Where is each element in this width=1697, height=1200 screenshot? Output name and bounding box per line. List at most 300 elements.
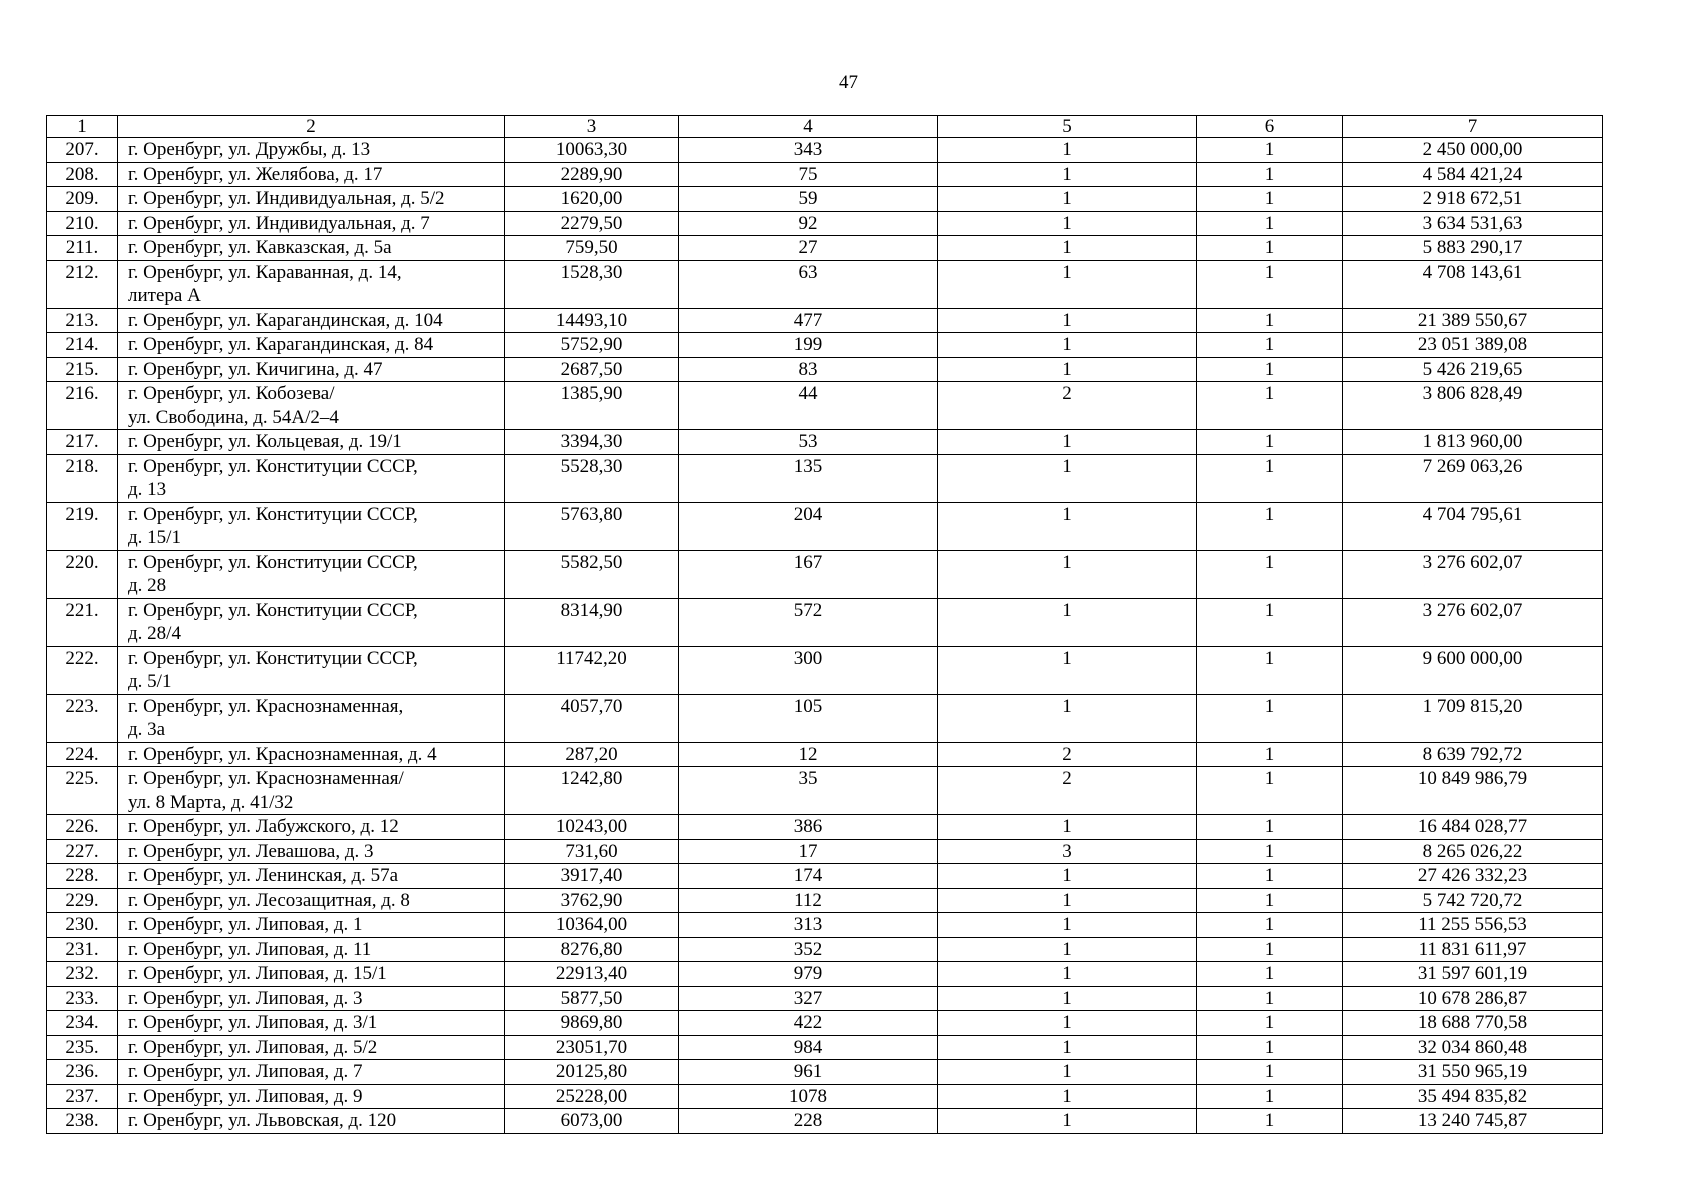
cost-cell: 27 426 332,23	[1343, 864, 1603, 889]
area-cell: 759,50	[505, 236, 679, 261]
table-row	[47, 815, 1603, 840]
cost-cell: 16 484 028,77	[1343, 815, 1603, 840]
cost-cell: 1 709 815,20	[1343, 694, 1603, 742]
col5-cell: 1	[938, 986, 1197, 1011]
col5-cell: 1	[938, 646, 1197, 694]
col5-cell: 1	[938, 162, 1197, 187]
address-line: г. Оренбург, ул. Левашова, д. 3	[128, 840, 374, 862]
row-number-cell: 215.	[47, 357, 118, 382]
table-row	[47, 236, 1603, 261]
col6-cell: 1	[1197, 767, 1343, 815]
address-cell	[118, 187, 505, 212]
table-row	[47, 888, 1603, 913]
row-number-cell: 230.	[47, 913, 118, 938]
address-line: д. 28	[128, 575, 167, 596]
header-cell-3: 3	[505, 116, 679, 138]
col5-cell: 1	[938, 962, 1197, 987]
header-cell-6: 6	[1197, 116, 1343, 138]
address-cell	[118, 913, 505, 938]
row-number-cell: 208.	[47, 162, 118, 187]
area-cell: 5582,50	[505, 550, 679, 598]
area-cell: 287,20	[505, 742, 679, 767]
col6-cell: 1	[1197, 742, 1343, 767]
col6-cell: 1	[1197, 454, 1343, 502]
address-line: г. Оренбург, ул. Липовая, д. 3	[128, 987, 363, 1009]
col5-cell: 1	[938, 333, 1197, 358]
area-cell: 25228,00	[505, 1084, 679, 1109]
address-line: д. 3а	[128, 719, 166, 740]
col6-cell: 1	[1197, 187, 1343, 212]
col6-cell: 1	[1197, 986, 1343, 1011]
address-line: г. Оренбург, ул. Липовая, д. 1	[128, 914, 363, 935]
residents-cell: 167	[679, 550, 938, 598]
cost-cell: 4 704 795,61	[1343, 502, 1603, 550]
residents-cell: 984	[679, 1035, 938, 1060]
address-line: г. Оренбург, ул. Индивидуальная, д. 5/2	[128, 188, 445, 209]
col5-cell: 1	[938, 1060, 1197, 1085]
col6-cell: 1	[1197, 888, 1343, 913]
col5-cell: 1	[938, 138, 1197, 163]
address-cell	[118, 694, 505, 742]
col6-cell: 1	[1197, 333, 1343, 358]
col6-cell: 1	[1197, 1060, 1343, 1085]
address-line: г. Оренбург, ул. Кичигина, д. 47	[128, 358, 383, 380]
col5-cell: 1	[938, 308, 1197, 333]
area-cell: 8314,90	[505, 598, 679, 646]
col6-cell: 1	[1197, 937, 1343, 962]
col5-cell: 1	[938, 260, 1197, 308]
address-cell	[118, 382, 505, 430]
address-cell	[118, 1084, 505, 1109]
residents-cell: 572	[679, 598, 938, 646]
table-row	[47, 913, 1603, 938]
row-number-cell: 232.	[47, 962, 118, 987]
address-cell	[118, 864, 505, 889]
address-line: г. Оренбург, ул. Конституции СССР,	[128, 647, 418, 669]
address-cell	[118, 986, 505, 1011]
area-cell: 3394,30	[505, 430, 679, 455]
residents-cell: 961	[679, 1060, 938, 1085]
col5-cell: 1	[938, 815, 1197, 840]
col6-cell: 1	[1197, 308, 1343, 333]
cost-cell: 10 678 286,87	[1343, 986, 1603, 1011]
area-cell: 2289,90	[505, 162, 679, 187]
header-row	[47, 116, 1603, 138]
cost-cell: 8 265 026,22	[1343, 839, 1603, 864]
residents-cell: 53	[679, 430, 938, 455]
row-number-cell: 217.	[47, 430, 118, 455]
address-cell	[118, 502, 505, 550]
row-number-cell: 211.	[47, 236, 118, 261]
col6-cell: 1	[1197, 502, 1343, 550]
table-row	[47, 1035, 1603, 1060]
row-number-cell: 235.	[47, 1035, 118, 1060]
address-cell	[118, 430, 505, 455]
row-number-cell: 238.	[47, 1109, 118, 1134]
row-number-cell: 223.	[47, 694, 118, 742]
residents-cell: 343	[679, 138, 938, 163]
residents-cell: 204	[679, 502, 938, 550]
area-cell: 11742,20	[505, 646, 679, 694]
col6-cell: 1	[1197, 598, 1343, 646]
residents-cell: 477	[679, 308, 938, 333]
residents-cell: 105	[679, 694, 938, 742]
address-line: г. Оренбург, ул. Кавказская, д. 5а	[128, 237, 392, 258]
residents-cell: 112	[679, 888, 938, 913]
address-line: г. Оренбург, ул. Липовая, д. 11	[128, 938, 372, 960]
row-number-cell: 207.	[47, 138, 118, 163]
address-line: ул. 8 Марта, д. 41/32	[128, 791, 294, 813]
address-line: д. 15/1	[128, 527, 181, 548]
residents-cell: 386	[679, 815, 938, 840]
table-row	[47, 1060, 1603, 1085]
header-cell-1: 1	[47, 116, 118, 138]
row-number-cell: 226.	[47, 815, 118, 840]
area-cell: 22913,40	[505, 962, 679, 987]
address-line: г. Оренбург, ул. Дружбы, д. 13	[128, 139, 371, 160]
area-cell: 6073,00	[505, 1109, 679, 1134]
residents-cell: 135	[679, 454, 938, 502]
cost-cell: 8 639 792,72	[1343, 742, 1603, 767]
area-cell: 1242,80	[505, 767, 679, 815]
address-line: г. Оренбург, ул. Липовая, д. 15/1	[128, 963, 387, 984]
table-row	[47, 430, 1603, 455]
table-row	[47, 694, 1603, 742]
residents-cell: 327	[679, 986, 938, 1011]
address-cell	[118, 1011, 505, 1036]
col6-cell: 1	[1197, 864, 1343, 889]
table-row	[47, 1084, 1603, 1109]
col5-cell: 1	[938, 236, 1197, 261]
row-number-cell: 210.	[47, 211, 118, 236]
table-body	[47, 116, 1603, 1134]
table-row	[47, 454, 1603, 502]
cost-cell: 3 276 602,07	[1343, 550, 1603, 598]
col5-cell: 1	[938, 694, 1197, 742]
col6-cell: 1	[1197, 962, 1343, 987]
page-number: 47	[839, 72, 858, 93]
address-cell	[118, 454, 505, 502]
address-cell	[118, 1060, 505, 1085]
row-number-cell: 229.	[47, 888, 118, 913]
address-cell	[118, 962, 505, 987]
col5-cell: 3	[938, 839, 1197, 864]
area-cell: 3917,40	[505, 864, 679, 889]
row-number-cell: 221.	[47, 598, 118, 646]
residents-cell: 228	[679, 1109, 938, 1134]
address-line: г. Оренбург, ул. Карагандинская, д. 84	[128, 334, 434, 355]
table-row	[47, 839, 1603, 864]
table-row	[47, 308, 1603, 333]
header-cell-4: 4	[679, 116, 938, 138]
cost-cell: 11 831 611,97	[1343, 937, 1603, 962]
col5-cell: 1	[938, 598, 1197, 646]
area-cell: 1528,30	[505, 260, 679, 308]
col5-cell: 1	[938, 211, 1197, 236]
residents-cell: 63	[679, 260, 938, 308]
cost-cell: 2 918 672,51	[1343, 187, 1603, 212]
residents-cell: 422	[679, 1011, 938, 1036]
cost-cell: 32 034 860,48	[1343, 1035, 1603, 1060]
table-row	[47, 187, 1603, 212]
header-cell-7: 7	[1343, 116, 1603, 138]
residents-cell: 199	[679, 333, 938, 358]
residents-cell: 174	[679, 864, 938, 889]
row-number-cell: 224.	[47, 742, 118, 767]
cost-cell: 5 426 219,65	[1343, 357, 1603, 382]
table-row	[47, 598, 1603, 646]
address-line: г. Оренбург, ул. Карагандинская, д. 104	[128, 309, 443, 331]
address-line: г. Оренбург, ул. Конституции СССР,	[128, 503, 418, 525]
row-number-cell: 212.	[47, 260, 118, 308]
table-row	[47, 357, 1603, 382]
row-number-cell: 233.	[47, 986, 118, 1011]
row-number-cell: 213.	[47, 308, 118, 333]
col6-cell: 1	[1197, 550, 1343, 598]
cost-cell: 7 269 063,26	[1343, 454, 1603, 502]
table-row	[47, 138, 1603, 163]
cost-cell: 31 550 965,19	[1343, 1060, 1603, 1085]
area-cell: 5528,30	[505, 454, 679, 502]
area-cell: 731,60	[505, 839, 679, 864]
col6-cell: 1	[1197, 260, 1343, 308]
residents-cell: 979	[679, 962, 938, 987]
row-number-cell: 219.	[47, 502, 118, 550]
cost-cell: 4 708 143,61	[1343, 260, 1603, 308]
row-number-cell: 237.	[47, 1084, 118, 1109]
residents-cell: 44	[679, 382, 938, 430]
address-line: г. Оренбург, ул. Львовская, д. 120	[128, 1110, 397, 1131]
address-line: д. 28/4	[128, 623, 181, 644]
table-row	[47, 502, 1603, 550]
col6-cell: 1	[1197, 211, 1343, 236]
row-number-cell: 216.	[47, 382, 118, 430]
address-cell	[118, 888, 505, 913]
col6-cell: 1	[1197, 357, 1343, 382]
address-line: литера А	[128, 285, 201, 306]
table-row	[47, 937, 1603, 962]
address-line: г. Оренбург, ул. Липовая, д. 5/2	[128, 1036, 378, 1058]
col6-cell: 1	[1197, 694, 1343, 742]
address-cell	[118, 333, 505, 358]
address-cell	[118, 598, 505, 646]
col6-cell: 1	[1197, 236, 1343, 261]
col5-cell: 1	[938, 888, 1197, 913]
cost-cell: 21 389 550,67	[1343, 308, 1603, 333]
residents-cell: 1078	[679, 1084, 938, 1109]
row-number-cell: 228.	[47, 864, 118, 889]
row-number-cell: 220.	[47, 550, 118, 598]
address-line: г. Оренбург, ул. Краснознаменная,	[128, 695, 404, 717]
address-line: г. Оренбург, ул. Лабужского, д. 12	[128, 816, 399, 837]
table-row	[47, 333, 1603, 358]
address-line: г. Оренбург, ул. Конституции СССР,	[128, 551, 418, 573]
area-cell: 23051,70	[505, 1035, 679, 1060]
cost-cell: 23 051 389,08	[1343, 333, 1603, 358]
address-line: г. Оренбург, ул. Кольцевая, д. 19/1	[128, 431, 402, 452]
address-cell	[118, 357, 505, 382]
registry-table	[46, 115, 1603, 1134]
table-row	[47, 211, 1603, 236]
table-row	[47, 986, 1603, 1011]
residents-cell: 300	[679, 646, 938, 694]
address-line: г. Оренбург, ул. Индивидуальная, д. 7	[128, 212, 430, 234]
col5-cell: 1	[938, 1035, 1197, 1060]
row-number-cell: 218.	[47, 454, 118, 502]
residents-cell: 27	[679, 236, 938, 261]
residents-cell: 92	[679, 211, 938, 236]
table-row	[47, 646, 1603, 694]
area-cell: 8276,80	[505, 937, 679, 962]
col6-cell: 1	[1197, 913, 1343, 938]
address-line: г. Оренбург, ул. Караванная, д. 14,	[128, 261, 402, 283]
cost-cell: 18 688 770,58	[1343, 1011, 1603, 1036]
table-row	[47, 1011, 1603, 1036]
residents-cell: 59	[679, 187, 938, 212]
row-number-cell: 209.	[47, 187, 118, 212]
area-cell: 14493,10	[505, 308, 679, 333]
area-cell: 1620,00	[505, 187, 679, 212]
address-cell	[118, 815, 505, 840]
area-cell: 1385,90	[505, 382, 679, 430]
address-cell	[118, 162, 505, 187]
residents-cell: 17	[679, 839, 938, 864]
address-line: г. Оренбург, ул. Краснознаменная, д. 4	[128, 743, 437, 765]
area-cell: 10243,00	[505, 815, 679, 840]
cost-cell: 3 276 602,07	[1343, 598, 1603, 646]
cost-cell: 4 584 421,24	[1343, 162, 1603, 187]
area-cell: 20125,80	[505, 1060, 679, 1085]
address-cell	[118, 1035, 505, 1060]
table-row	[47, 550, 1603, 598]
col5-cell: 1	[938, 1084, 1197, 1109]
address-cell	[118, 742, 505, 767]
address-cell	[118, 937, 505, 962]
col5-cell: 2	[938, 767, 1197, 815]
area-cell: 10364,00	[505, 913, 679, 938]
col5-cell: 1	[938, 937, 1197, 962]
row-number-cell: 214.	[47, 333, 118, 358]
address-cell	[118, 211, 505, 236]
col5-cell: 2	[938, 382, 1197, 430]
row-number-cell: 236.	[47, 1060, 118, 1085]
col6-cell: 1	[1197, 1084, 1343, 1109]
area-cell: 5877,50	[505, 986, 679, 1011]
area-cell: 2279,50	[505, 211, 679, 236]
table-row	[47, 864, 1603, 889]
address-line: г. Оренбург, ул. Липовая, д. 9	[128, 1085, 363, 1107]
col5-cell: 1	[938, 913, 1197, 938]
address-line: г. Оренбург, ул. Кобозева/	[128, 383, 335, 404]
address-cell	[118, 1109, 505, 1134]
col6-cell: 1	[1197, 162, 1343, 187]
col5-cell: 2	[938, 742, 1197, 767]
col6-cell: 1	[1197, 430, 1343, 455]
address-line: г. Оренбург, ул. Лесозащитная, д. 8	[128, 889, 410, 911]
address-line: д. 13	[128, 479, 167, 500]
col5-cell: 1	[938, 1109, 1197, 1134]
col5-cell: 1	[938, 187, 1197, 212]
row-number-cell: 227.	[47, 839, 118, 864]
residents-cell: 83	[679, 357, 938, 382]
address-cell	[118, 646, 505, 694]
residents-cell: 75	[679, 162, 938, 187]
table-row	[47, 382, 1603, 430]
cost-cell: 9 600 000,00	[1343, 646, 1603, 694]
col5-cell: 1	[938, 864, 1197, 889]
address-cell	[118, 839, 505, 864]
row-number-cell: 225.	[47, 767, 118, 815]
row-number-cell: 234.	[47, 1011, 118, 1036]
address-cell	[118, 550, 505, 598]
address-line: ул. Свободина, д. 54А/2–4	[128, 406, 339, 428]
address-line: г. Оренбург, ул. Конституции СССР,	[128, 599, 418, 621]
table-row	[47, 767, 1603, 815]
address-cell	[118, 138, 505, 163]
address-line: г. Оренбург, ул. Липовая, д. 7	[128, 1061, 363, 1082]
row-number-cell: 231.	[47, 937, 118, 962]
table-row	[47, 162, 1603, 187]
cost-cell: 11 255 556,53	[1343, 913, 1603, 938]
area-cell: 4057,70	[505, 694, 679, 742]
header-cell-5: 5	[938, 116, 1197, 138]
col5-cell: 1	[938, 1011, 1197, 1036]
residents-cell: 12	[679, 742, 938, 767]
address-cell	[118, 236, 505, 261]
cost-cell: 35 494 835,82	[1343, 1084, 1603, 1109]
cost-cell: 1 813 960,00	[1343, 430, 1603, 455]
address-line: г. Оренбург, ул. Краснознаменная/	[128, 768, 404, 789]
cost-cell: 5 883 290,17	[1343, 236, 1603, 261]
address-cell	[118, 767, 505, 815]
row-number-cell: 222.	[47, 646, 118, 694]
col6-cell: 1	[1197, 1035, 1343, 1060]
residents-cell: 352	[679, 937, 938, 962]
address-line: г. Оренбург, ул. Липовая, д. 3/1	[128, 1012, 378, 1033]
table-row	[47, 1109, 1603, 1134]
col6-cell: 1	[1197, 1109, 1343, 1134]
area-cell: 10063,30	[505, 138, 679, 163]
address-cell	[118, 308, 505, 333]
cost-cell: 31 597 601,19	[1343, 962, 1603, 987]
col5-cell: 1	[938, 502, 1197, 550]
col5-cell: 1	[938, 357, 1197, 382]
residents-cell: 35	[679, 767, 938, 815]
col6-cell: 1	[1197, 839, 1343, 864]
address-line: г. Оренбург, ул. Желябова, д. 17	[128, 163, 383, 185]
cost-cell: 10 849 986,79	[1343, 767, 1603, 815]
area-cell: 2687,50	[505, 357, 679, 382]
residents-cell: 313	[679, 913, 938, 938]
area-cell: 5752,90	[505, 333, 679, 358]
col6-cell: 1	[1197, 382, 1343, 430]
address-line: г. Оренбург, ул. Конституции СССР,	[128, 455, 418, 477]
col5-cell: 1	[938, 454, 1197, 502]
address-line: г. Оренбург, ул. Ленинская, д. 57а	[128, 865, 399, 886]
area-cell: 9869,80	[505, 1011, 679, 1036]
cost-cell: 3 806 828,49	[1343, 382, 1603, 430]
col5-cell: 1	[938, 430, 1197, 455]
address-cell	[118, 260, 505, 308]
col6-cell: 1	[1197, 646, 1343, 694]
cost-cell: 13 240 745,87	[1343, 1109, 1603, 1134]
cost-cell: 2 450 000,00	[1343, 138, 1603, 163]
col6-cell: 1	[1197, 138, 1343, 163]
col6-cell: 1	[1197, 815, 1343, 840]
col5-cell: 1	[938, 550, 1197, 598]
cost-cell: 5 742 720,72	[1343, 888, 1603, 913]
area-cell: 5763,80	[505, 502, 679, 550]
